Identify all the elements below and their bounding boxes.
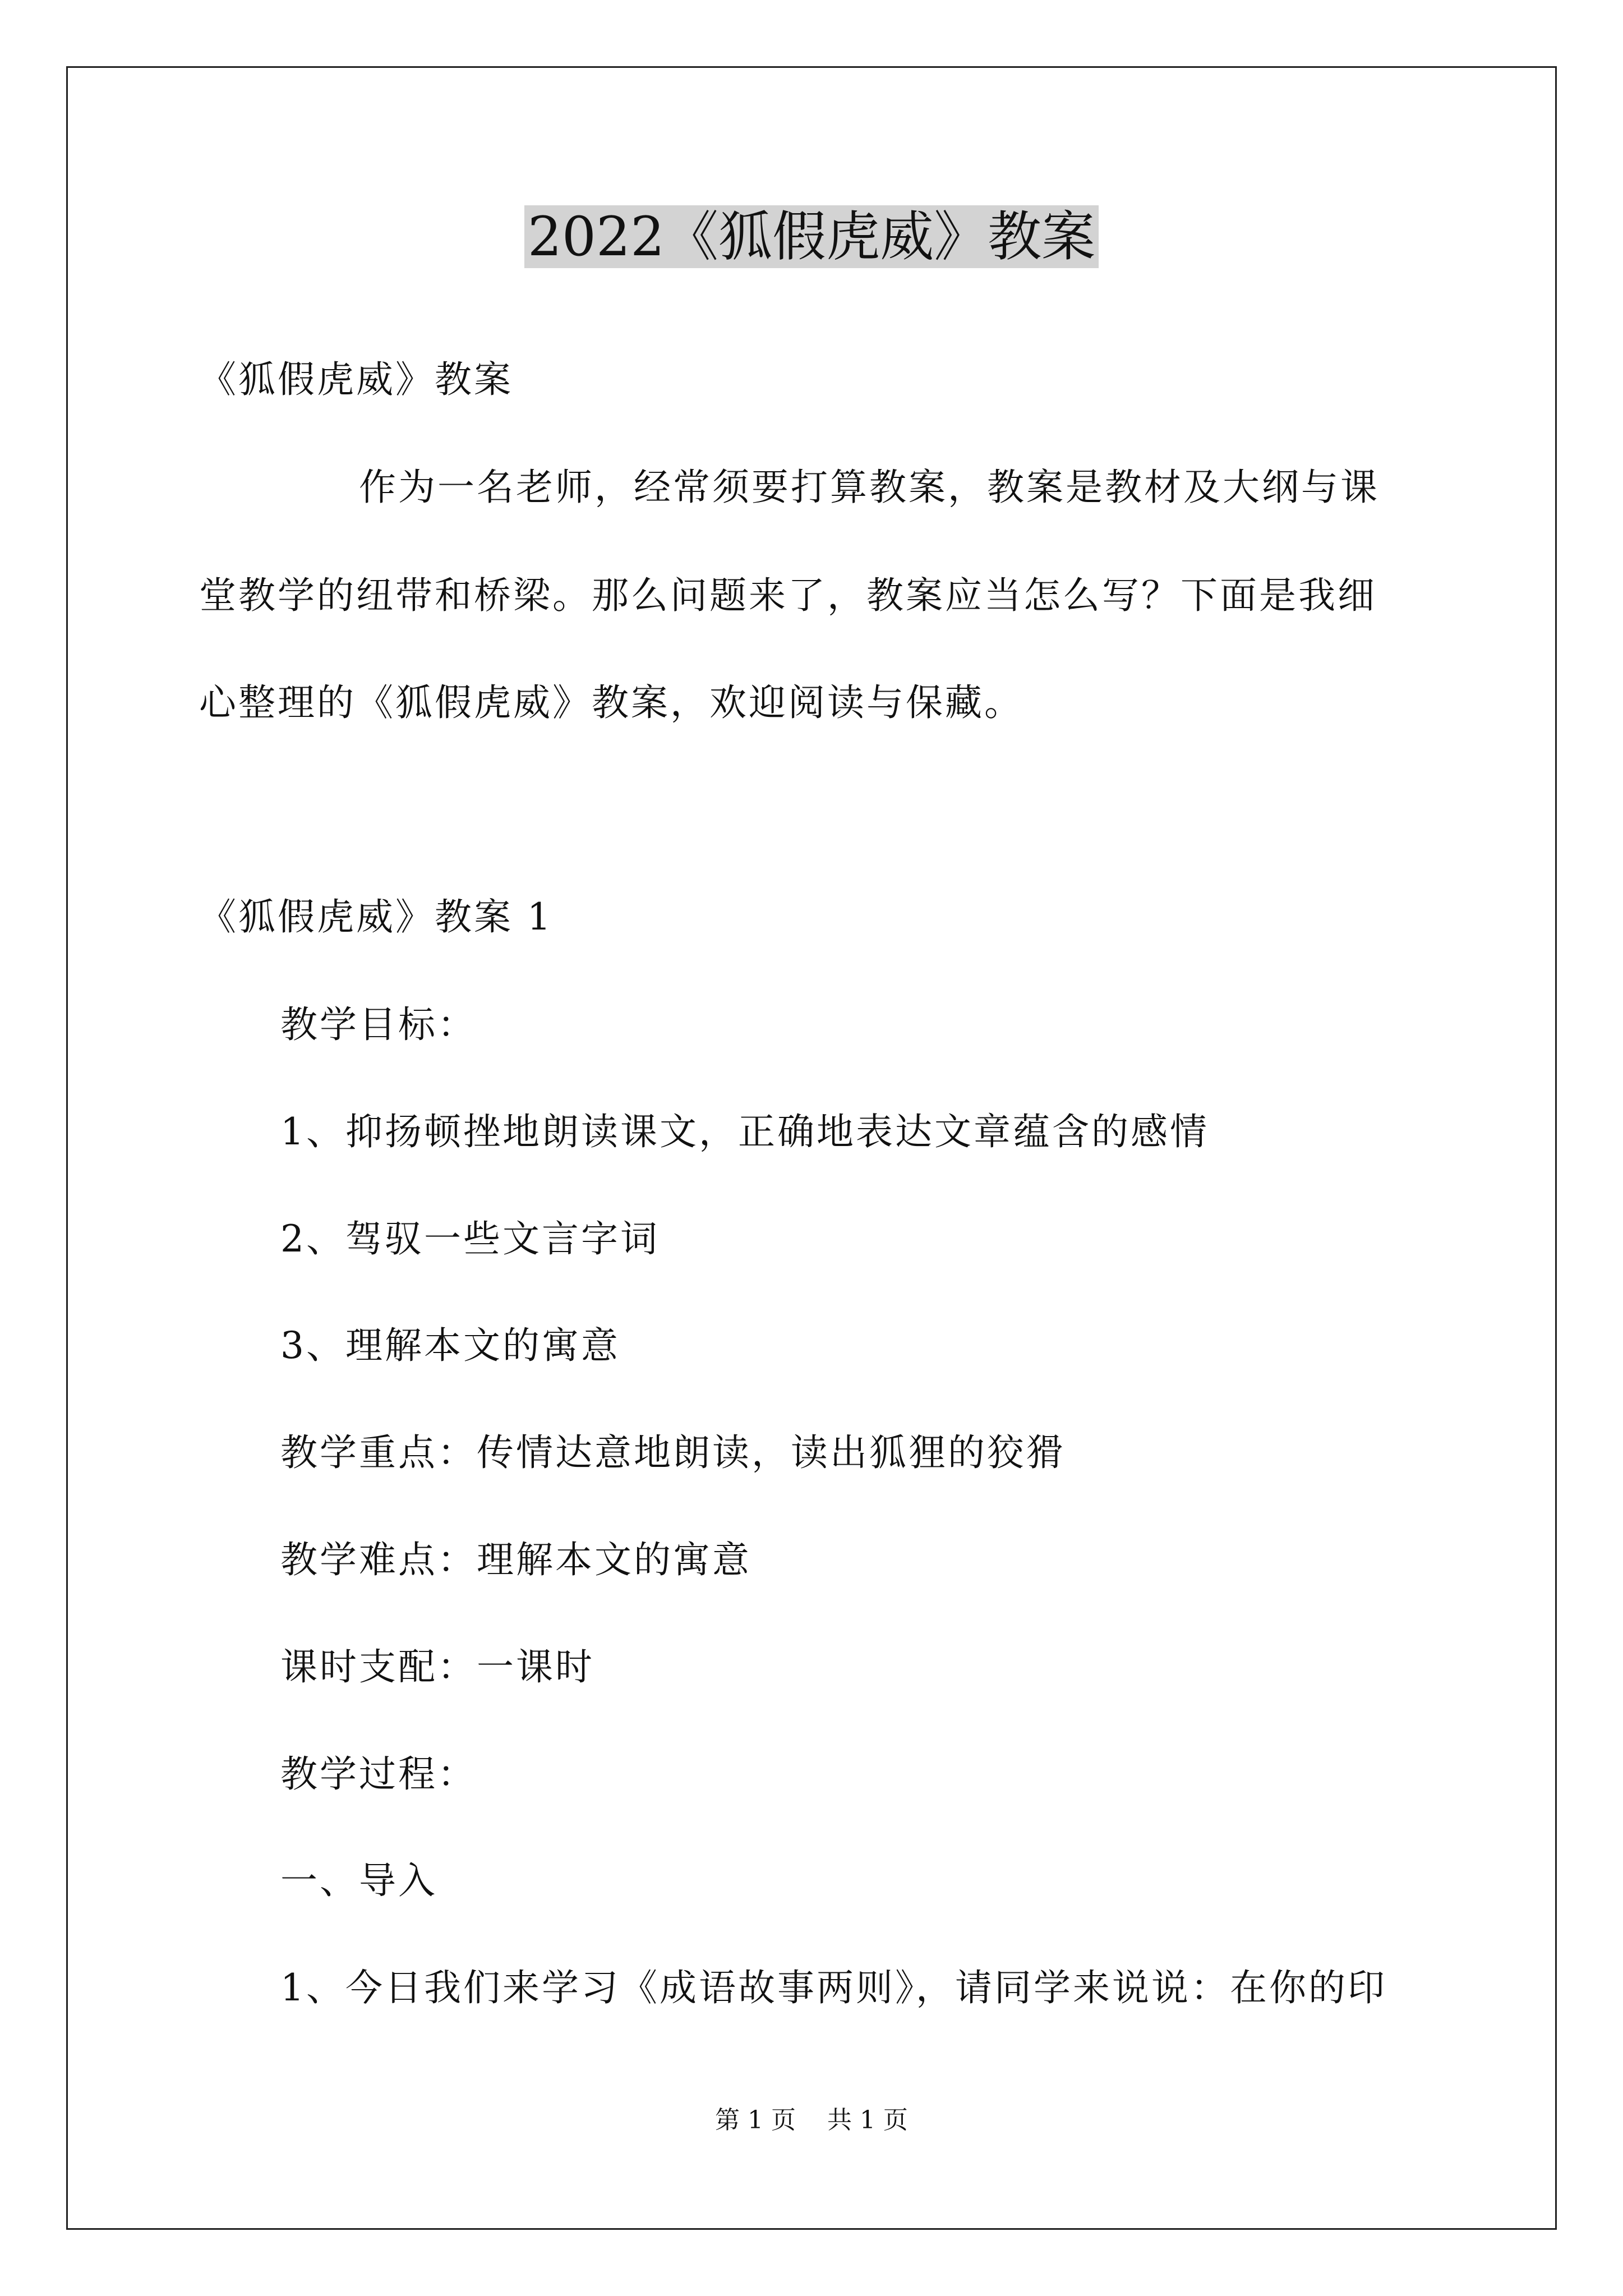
body-line-9: 一、导入 xyxy=(280,1859,437,1902)
document-title xyxy=(0,197,1623,276)
body-line-2: 1、抑扬顿挫地朗读课文，正确地表达文章蕴含的感情 xyxy=(280,1110,1209,1153)
body-line-1: 教学目标： xyxy=(280,1003,477,1046)
intro-line-1: 作为一名老师，经常须要打算教案，教案是教材及大纲与课 xyxy=(359,466,1380,509)
document-title-text: 2022《狐假虎威》教案 xyxy=(524,205,1099,268)
body-line-10: 1、今日我们来学习《成语故事两则》，请同学来说说：在你的印 xyxy=(280,1966,1387,2009)
intro-line-3: 心整理的《狐假虎威》教案，欢迎阅读与保藏。 xyxy=(199,681,1023,724)
intro-line-2: 堂教学的纽带和桥梁。那么问题来了，教案应当怎么写？下面是我细 xyxy=(199,574,1377,617)
body-line-8: 教学过程： xyxy=(280,1752,477,1796)
body-line-3: 2、驾驭一些文言字词 xyxy=(280,1217,660,1260)
body-line-5: 教学重点：传情达意地朗读，读出狐狸的狡猾 xyxy=(280,1431,1066,1474)
body-line-7: 课时支配：一课时 xyxy=(280,1645,594,1688)
body-line-4: 3、理解本文的寓意 xyxy=(280,1324,620,1367)
page-footer: 第 1 页 共 1 页 xyxy=(715,2106,908,2134)
section-heading: 《狐假虎威》教案 1 xyxy=(199,895,553,938)
subtitle: 《狐假虎威》教案 xyxy=(199,358,513,401)
body-line-6: 教学难点：理解本文的寓意 xyxy=(280,1538,751,1581)
